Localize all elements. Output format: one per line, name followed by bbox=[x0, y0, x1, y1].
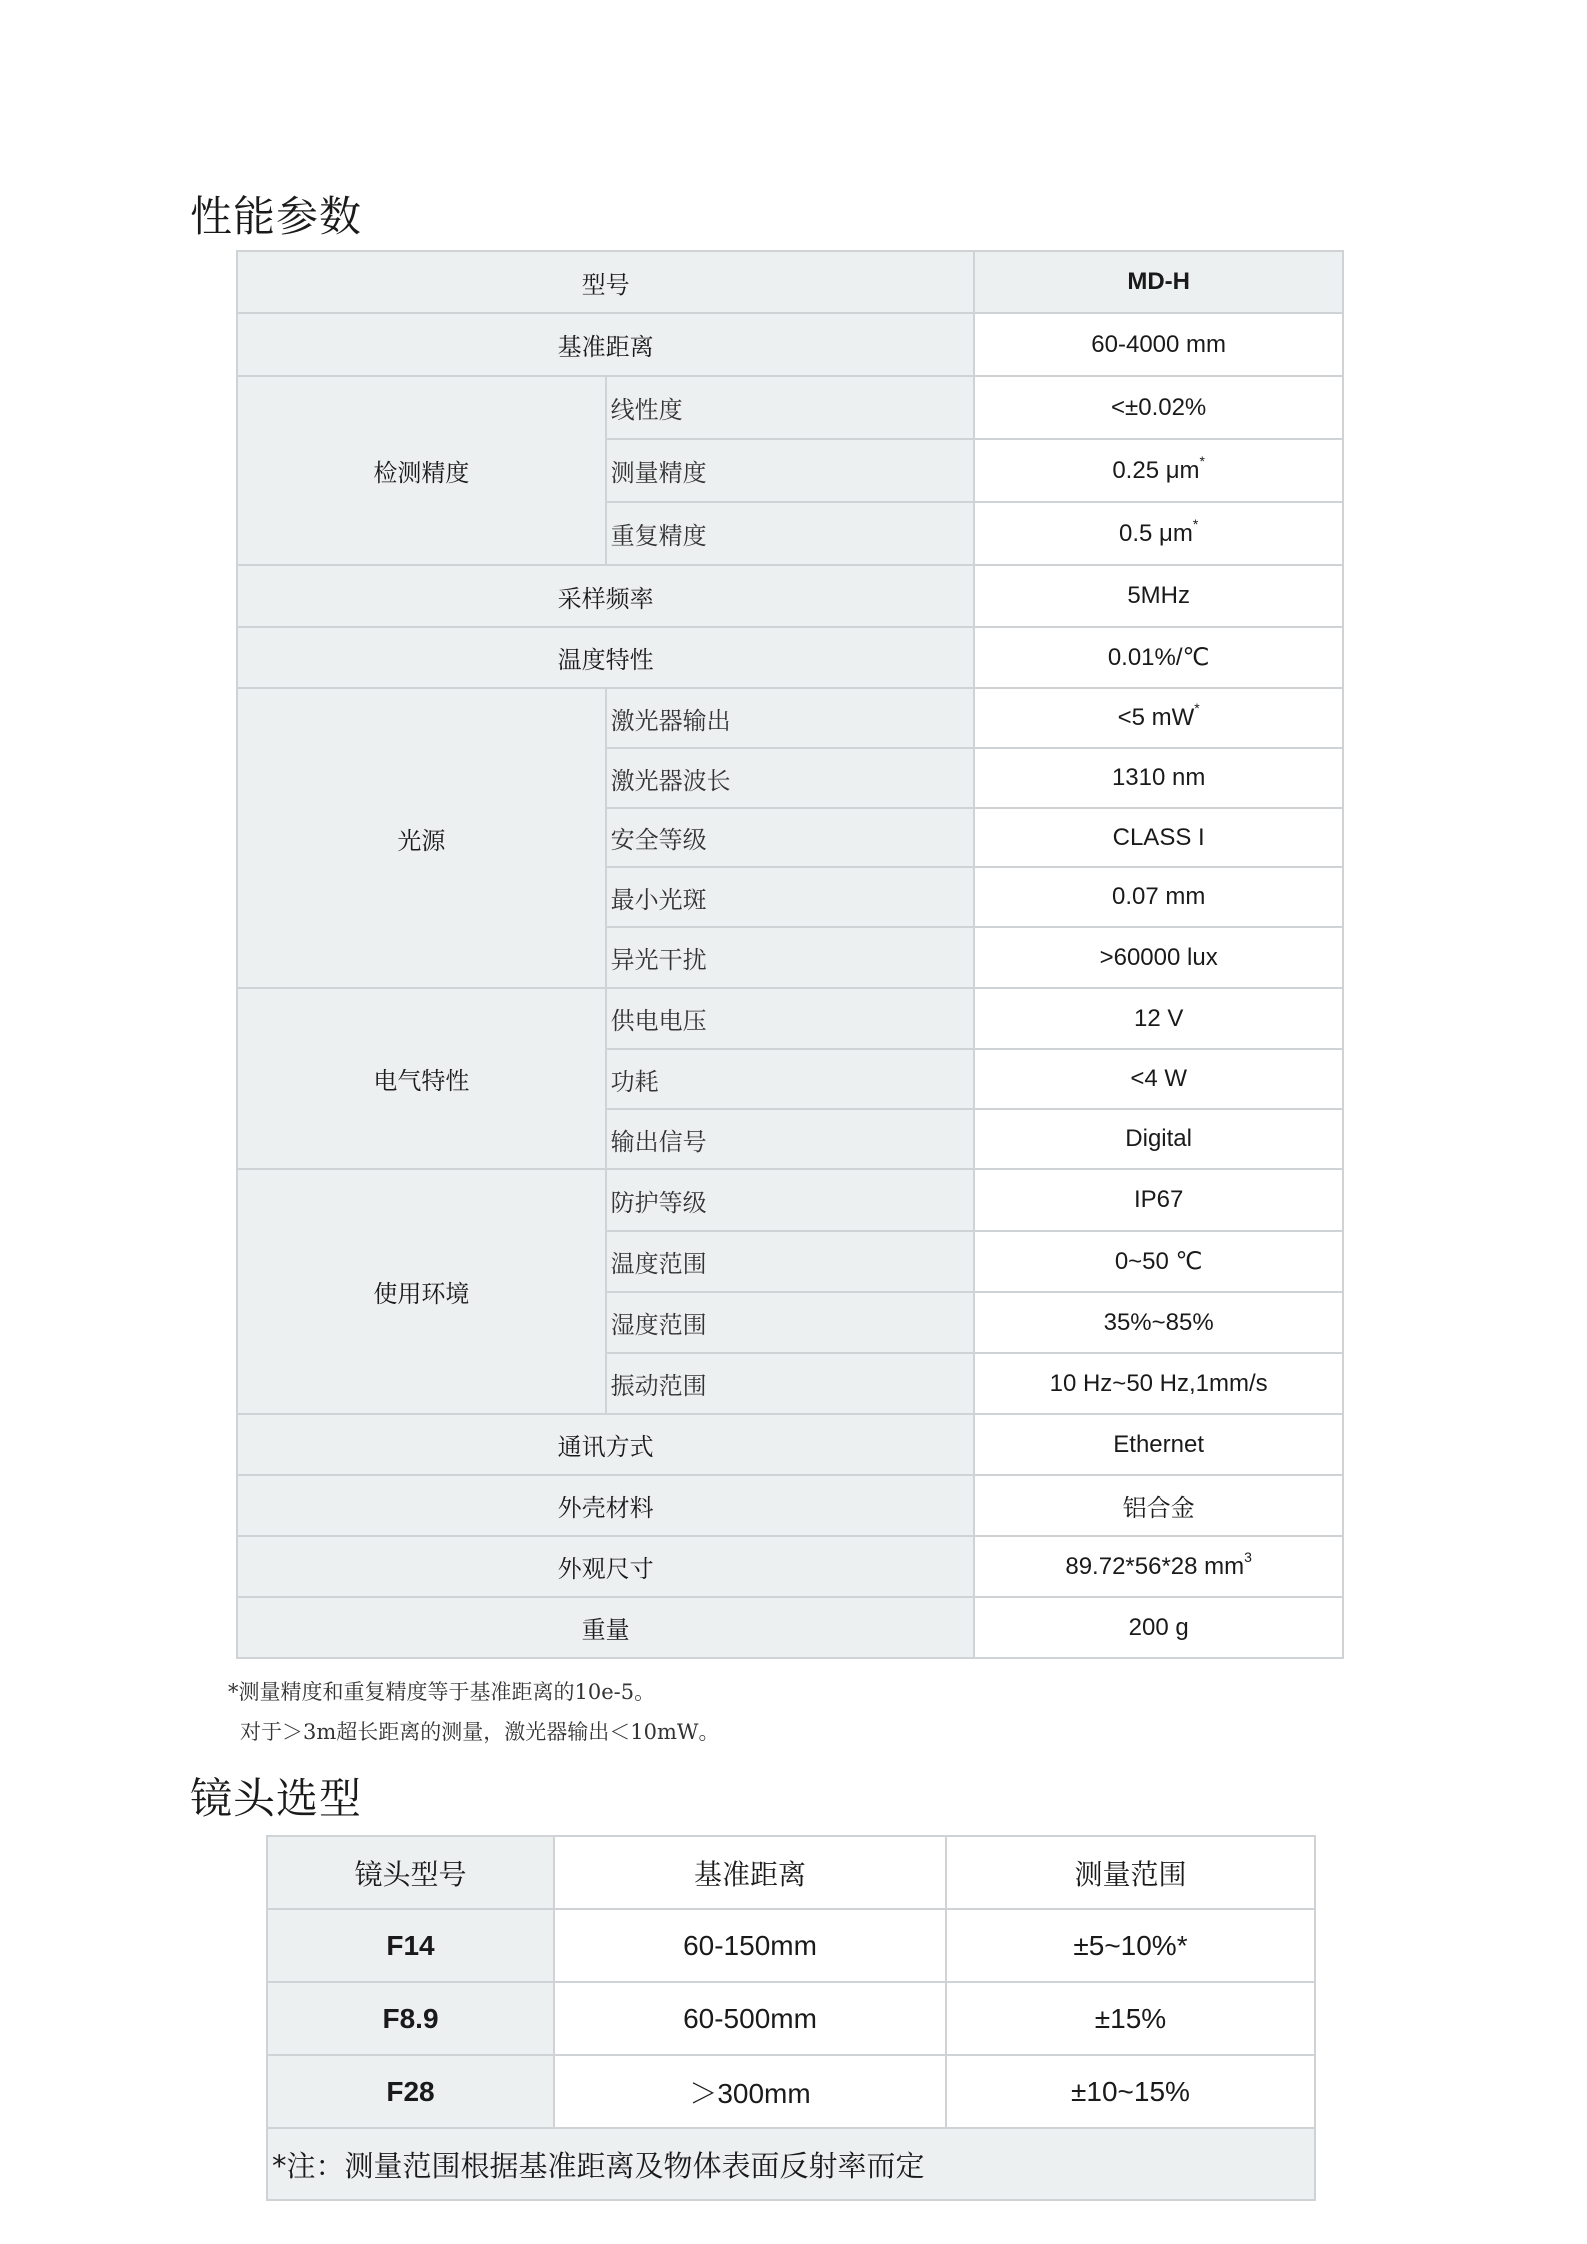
dimension-label: 外观尺寸 bbox=[237, 1536, 974, 1597]
dimension-cell bbox=[974, 1536, 1343, 1597]
lens-range: ±15% bbox=[946, 1982, 1315, 2055]
spot-value: 0.07 mm bbox=[974, 867, 1343, 927]
power-label: 功耗 bbox=[606, 1049, 975, 1109]
table-row bbox=[237, 565, 1343, 627]
table-row bbox=[237, 627, 1343, 688]
asterisk-mark: * bbox=[1192, 515, 1199, 532]
lens-distance: ＞300mm bbox=[554, 2055, 946, 2128]
table-row bbox=[237, 1475, 1343, 1536]
model-label: 型号 bbox=[237, 251, 974, 313]
weight-value: 200 g bbox=[974, 1597, 1343, 1658]
section-title-performance: 性能参数 bbox=[190, 192, 363, 241]
footnote-accuracy: *测量精度和重复精度等于基准距离的10e-5。 bbox=[228, 1680, 656, 1704]
table-footnote-row bbox=[267, 2128, 1315, 2200]
lens-distance: 60-500mm bbox=[554, 1982, 946, 2055]
repeat-accuracy-value: 0.5 μm bbox=[1119, 519, 1193, 547]
table-row bbox=[267, 1909, 1315, 1982]
safety-value: CLASS I bbox=[974, 808, 1343, 867]
output-value: Digital bbox=[974, 1109, 1343, 1169]
vibration-value: 10 Hz~50 Hz,1mm/s bbox=[974, 1353, 1343, 1414]
safety-label: 安全等级 bbox=[606, 808, 975, 867]
laser-output-label: 激光器输出 bbox=[606, 688, 975, 748]
laser-wavelength-label: 激光器波长 bbox=[606, 748, 975, 808]
temp-char-value: 0.01%/℃ bbox=[974, 627, 1343, 688]
comm-value: Ethernet bbox=[974, 1414, 1343, 1475]
lens-footnote: *注：测量范围根据基准距离及物体表面反射率而定 bbox=[267, 2128, 1315, 2200]
laser-output-cell bbox=[974, 688, 1343, 748]
accuracy-group-label: 检测精度 bbox=[237, 376, 606, 565]
protection-value: IP67 bbox=[974, 1169, 1343, 1231]
table-row bbox=[237, 1169, 1343, 1231]
laser-output-value: <5 mW bbox=[1117, 704, 1195, 731]
comm-label: 通讯方式 bbox=[237, 1414, 974, 1475]
protection-label: 防护等级 bbox=[606, 1169, 975, 1231]
linearity-label: 线性度 bbox=[606, 376, 975, 439]
interference-value: >60000 lux bbox=[974, 927, 1343, 988]
lens-header-model: 镜头型号 bbox=[267, 1836, 554, 1909]
lens-model: F28 bbox=[267, 2055, 554, 2128]
power-value: <4 W bbox=[974, 1049, 1343, 1109]
humidity-value: 35%~85% bbox=[974, 1292, 1343, 1353]
lens-range: ±5~10%* bbox=[946, 1909, 1315, 1982]
lens-header-distance: 基准距离 bbox=[554, 1836, 946, 1909]
housing-value: 铝合金 bbox=[974, 1475, 1343, 1536]
table-row bbox=[237, 988, 1343, 1049]
linearity-value: <±0.02% bbox=[974, 376, 1343, 439]
table-row bbox=[267, 2055, 1315, 2128]
base-distance-value: 60-4000 mm bbox=[974, 313, 1343, 376]
table-row bbox=[237, 1597, 1343, 1658]
table-row bbox=[237, 688, 1343, 748]
temp-char-label: 温度特性 bbox=[237, 627, 974, 688]
lens-model: F14 bbox=[267, 1909, 554, 1982]
table-row bbox=[237, 1414, 1343, 1475]
vibration-label: 振动范围 bbox=[606, 1353, 975, 1414]
temp-range-value: 0~50 ℃ bbox=[974, 1231, 1343, 1292]
repeat-accuracy-cell bbox=[974, 502, 1343, 565]
sampling-label: 采样频率 bbox=[237, 565, 974, 627]
lens-header-range: 测量范围 bbox=[946, 1836, 1315, 1909]
measure-accuracy-value: 0.25 μm bbox=[1112, 456, 1200, 484]
temp-range-label: 温度范围 bbox=[606, 1231, 975, 1292]
footnote-laser-output: 对于＞3m超长距离的测量，激光器输出＜10mW。 bbox=[240, 1720, 720, 1744]
asterisk-mark: * bbox=[1199, 452, 1205, 469]
lens-table bbox=[266, 1835, 1316, 2201]
output-label: 输出信号 bbox=[606, 1109, 975, 1169]
repeat-accuracy-label: 重复精度 bbox=[606, 502, 975, 565]
laser-wavelength-value: 1310 nm bbox=[974, 748, 1343, 808]
model-value: MD-H bbox=[974, 251, 1343, 313]
base-distance-label: 基准距离 bbox=[237, 313, 974, 376]
sampling-value: 5MHz bbox=[974, 565, 1343, 627]
section-title-lens: 镜头选型 bbox=[190, 1774, 363, 1823]
dimension-value: 89.72*56*28 mm bbox=[1065, 1552, 1245, 1580]
table-header-row bbox=[267, 1836, 1315, 1909]
electrical-group-label: 电气特性 bbox=[237, 988, 606, 1169]
light-group-label: 光源 bbox=[237, 688, 606, 988]
weight-label: 重量 bbox=[237, 1597, 974, 1658]
lens-range: ±10~15% bbox=[946, 2055, 1315, 2128]
housing-label: 外壳材料 bbox=[237, 1475, 974, 1536]
interference-label: 异光干扰 bbox=[606, 927, 975, 988]
cubic-superscript: 3 bbox=[1244, 1548, 1252, 1565]
table-row bbox=[237, 376, 1343, 439]
table-row bbox=[237, 1536, 1343, 1597]
voltage-value: 12 V bbox=[974, 988, 1343, 1049]
env-group-label: 使用环境 bbox=[237, 1169, 606, 1414]
spec-table bbox=[236, 250, 1344, 1659]
lens-distance: 60-150mm bbox=[554, 1909, 946, 1982]
measure-accuracy-label: 测量精度 bbox=[606, 439, 975, 502]
humidity-label: 湿度范围 bbox=[606, 1292, 975, 1353]
lens-model: F8.9 bbox=[267, 1982, 554, 2055]
measure-accuracy-cell bbox=[974, 439, 1343, 502]
table-row bbox=[237, 251, 1343, 313]
asterisk-mark: * bbox=[1194, 700, 1200, 716]
voltage-label: 供电电压 bbox=[606, 988, 975, 1049]
spot-label: 最小光斑 bbox=[606, 867, 975, 927]
table-row bbox=[267, 1982, 1315, 2055]
table-row bbox=[237, 313, 1343, 376]
